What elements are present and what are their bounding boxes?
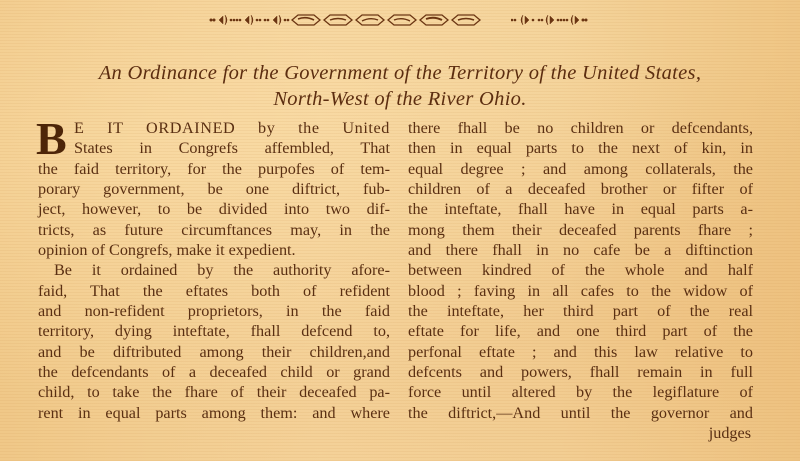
text-line: the defcendants of a deceafed child or grand [38,363,390,382]
title-line-1: An Ordinance for the Government of the Territory of the United States, [98,62,702,84]
paragraph-2 [38,260,390,423]
text-line: then in equal parts to the next of kin, in [408,139,753,158]
text-line: and non-refident proprietors, in the faid [38,302,390,321]
paragraph-1 [36,113,390,260]
text-line: perfonal eftate ; and this law relative to [408,342,753,361]
text-line: territory, dying inteftate, fhall defcend to, [38,322,390,341]
drop-cap: B [36,113,67,164]
right-text-column [408,118,753,444]
typographic-border-ornament [0,13,800,27]
text-line: the inteftate, her third part of the real [408,302,753,321]
fleuron-ornament-icon [209,13,509,27]
text-line: rent in equal parts among them: and where [38,403,390,422]
text-line: mong them their deceafed parents fhare ; [408,220,753,239]
text-line: the inteftate, fhall have in equal parts a- [408,200,753,219]
document-title [0,60,800,112]
text-line: child, to take the fhare of their deceafed pa- [38,383,390,402]
text-line: opinion of Congrefs, make it expedient. [38,241,296,260]
text-line: between kindred of the whole and half [408,261,753,280]
text-line: and be diftributed among their children,and [38,342,390,361]
text-line: there fhall be no children or defcendants, [408,119,753,137]
text-line: blood ; faving in all cafes to the widow of [408,281,753,300]
text-line: children of a deceafed brother or fifter of [408,180,753,199]
text-line: the faid territory, for the purpofes of tem- [38,159,390,178]
text-line: defcents and powers, fhall remain in full [408,363,753,382]
text-line: equal degree ; and among collaterals, the [408,159,753,178]
text-line: the diftrict,—And until the governor and [408,403,753,422]
text-line: faid, That the eftates both of refident [38,281,390,300]
text-line: force until altered by the legiflature of [408,383,753,402]
text-line: Be it ordained by the authority afore- [54,261,390,280]
text-line: porary government, be one diftrict, fub- [38,180,390,199]
text-line: eftate for life, and one third part of the [408,322,753,341]
text-line: tricts, as future circumftances may, in the [38,220,390,239]
title-line-2: North-West of the River Ohio. [273,88,527,110]
catchword: judges [708,424,751,443]
fleuron-ornament-right-icon [511,13,591,27]
text-line: E IT ORDAINED by the United [74,119,390,137]
text-line: States in Congrefs affembled, That [74,139,390,158]
left-text-column [36,113,390,423]
text-line: ject, however, to be divided into two dif- [38,200,390,219]
text-line: and there fhall in no cafe be a diftinction [408,241,753,260]
